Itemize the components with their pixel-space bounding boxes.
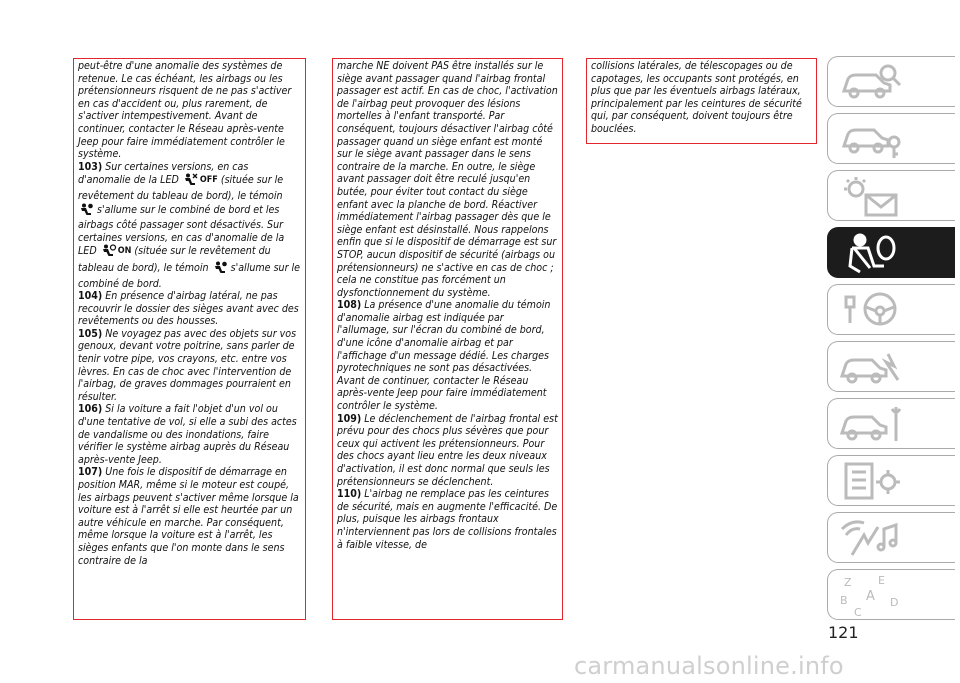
note-number: 103) <box>78 160 103 173</box>
multimedia-icon <box>838 517 908 559</box>
car-key-icon <box>838 118 908 160</box>
continued-paragraph: collisions latérales, de télescopages ou de capotages, les occupants sont protégés, en plus que par les éventuels airbags latéraux, principalement par les ceintures de sécurité qui, par conséquent, doivent toujours être bouclées. <box>591 60 802 135</box>
tab-warning-lights[interactable] <box>827 170 955 221</box>
warning-lights-icon <box>838 175 908 217</box>
svg-text:B: B <box>840 594 848 607</box>
svg-text:E: E <box>878 574 885 587</box>
note-108: 108) La présence d'une anomalie du témoin d'anomalie airbag est indiquée par l'allumage, sur l'écran du combiné de bord, d'une icône d'anomalie airbag et par l'affichage d'un message dédié. Les charges pyrotechniques ne sont pas désactivées. Avant de continuer, contacter le Réseau après-vente Jeep pour faire immédiatement contrôler le système. <box>337 299 551 413</box>
tab-starting-driving[interactable] <box>827 284 955 335</box>
watermark: carmanualsonline.info <box>574 652 844 680</box>
tab-technical-data[interactable] <box>827 455 955 506</box>
page-number: 121 <box>828 623 859 642</box>
tab-emergency[interactable] <box>827 341 955 392</box>
note-105: 105) Ne voyagez pas avec des objets sur vos genoux, devant votre poitrine, sans parler de tenir votre pipe, vos crayons, etc. entre vos lèvres. En cas de choc avec l'intervention de l'airbag, de graves dommages pourraient en résulter. <box>78 327 297 403</box>
note-107: 107) Une fois le dispositif de démarrage en position MAR, même si le moteur est coupé, les airbags peuvent s'activer même lorsque la voiture est à l'arrêt si elle est heurtée par un autre véhicule en marche. Par conséquent, même lorsque la voiture est à l'arrêt, les sièges enfants que l'on monte dans le sens contraire de la <box>78 466 299 567</box>
text-column-1 <box>73 58 306 620</box>
steering-wheel-icon <box>838 289 908 331</box>
passenger-airbag-off-icon <box>183 173 199 190</box>
note-106: 106) Si la voiture a fait l'objet d'un vol ou d'une tentative de vol, si elle a subi des actes de vandalisme ou des inondations, faire vérifier le système airbag auprès du Réseau après-vente Jeep. <box>78 403 297 466</box>
alphabet-index-icon <box>838 574 908 616</box>
car-crash-icon <box>838 346 908 388</box>
intro-paragraph: peut-être d'une anomalie des systèmes de retenue. Le cas échéant, les airbags ou les prétensionneurs risquent de ne pas s'activer en cas d'accident ou, plus rarement, de s'activer intempestivement. Avant de continuer, contacter le Réseau après-vente Jeep pour faire immédiatement contrôler le système. <box>78 60 292 161</box>
specs-gear-icon <box>838 460 908 502</box>
note-103: 103) Sur certaines versions, en cas d'anomalie de la LED OFF (située sur le revêtement du tableau de bord), le témoin s'allume sur le combiné de bord et les airbags côté passager sont désactivés. Sur certaines versions, en cas d'anomalie de la LED ON (située sur le revêtement du tableau de bord), le témoin s'allume sur le combiné de bord. <box>78 160 301 290</box>
tab-dashboard[interactable] <box>827 56 955 107</box>
passenger-airbag-on-icon <box>101 244 117 261</box>
svg-text:D: D <box>890 596 899 609</box>
car-search-icon <box>838 61 908 103</box>
tab-knowing-car[interactable] <box>827 113 955 164</box>
car-service-icon <box>838 403 908 445</box>
text-column-3 <box>586 58 817 144</box>
svg-text:A: A <box>866 589 875 604</box>
seatbelt-airbag-icon <box>838 232 908 274</box>
tab-maintenance[interactable] <box>827 398 955 449</box>
note-104: 104) En présence d'airbag latéral, ne pas recouvrir le dossier des sièges avant avec des revêtements ou des housses. <box>78 290 299 328</box>
note-110: 110) L'airbag ne remplace pas les ceintures de sécurité, mais en augmente l'efficacité. De plus, puisque les airbags frontaux n'interviennent pas lors de collisions frontales à faible vitesse, de <box>337 488 558 551</box>
tab-multimedia[interactable] <box>827 512 955 563</box>
tab-index[interactable] <box>827 569 955 620</box>
airbag-deactivated-warning-icon <box>79 203 93 220</box>
continued-paragraph: marche NE doivent PAS être installés sur le siège avant passager quand l'airbag frontal passager est actif. En cas de choc, l'activation de l'airbag peut provoquer des lésions mortelles à l'enfant transporté. Par conséquent, toujours désactiver l'airbag côté passager quand un siège enfant est monté sur le siège avant passager dans le sens contraire de la marche. En outre, le siège avant passager doit être reculé jusqu'en butée, pour éviter tout contact du siège enfant avec la planche de bord. Réactiver immédiatement l'airbag passager dès que le siège enfant est désinstallé. Nous rappelons enfin que si le dispositif de démarrage est sur STOP, aucun dispositif de sécurité (airbags ou prétensionneurs) ne s'active en cas de choc ; cela ne constitue pas forcément un dysfonctionnement du système. <box>337 60 558 299</box>
airbag-warning-light-icon <box>213 261 227 278</box>
svg-text:C: C <box>854 606 862 616</box>
text-column-2 <box>332 58 563 620</box>
tab-safety[interactable] <box>827 227 955 278</box>
note-109: 109) Le déclenchement de l'airbag frontal est prévu pour des chocs plus sévères que pour ceux qui activent les prétensionneurs. Pour des chocs ayant lieu entre les deux niveaux d'activation, il est donc normal que seuls les prétensionneurs se déclenchent. <box>337 412 558 488</box>
svg-text:Z: Z <box>844 576 852 589</box>
